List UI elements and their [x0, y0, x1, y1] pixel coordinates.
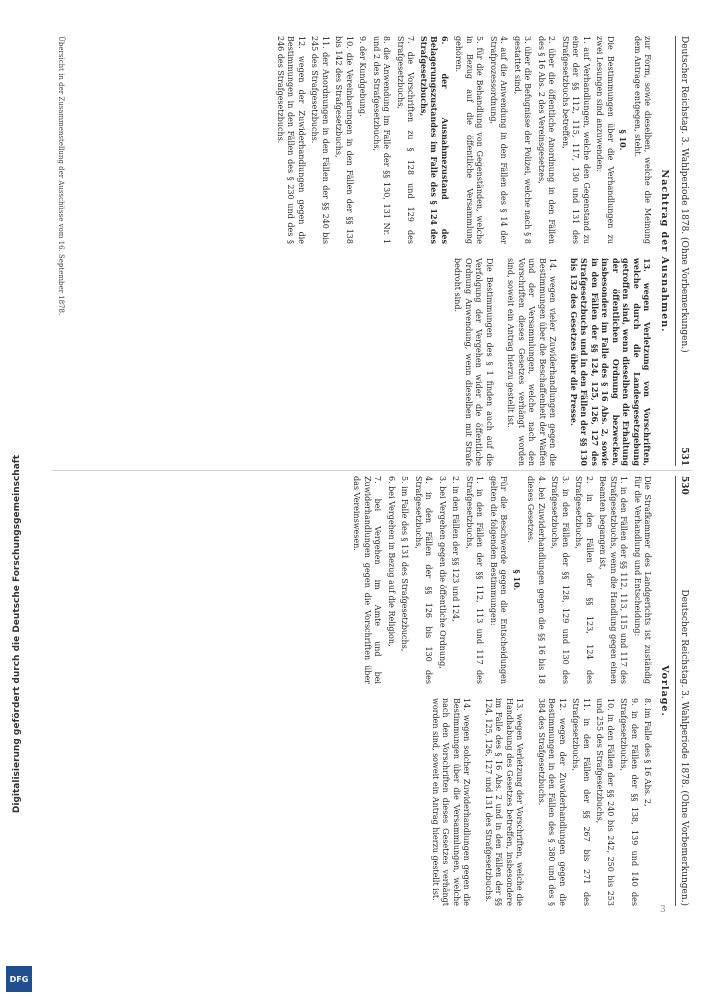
left-page-column-b — [348, 698, 653, 906]
paragraph: zur Form, sowie dieselben, welche die Meinung dem Antrage entgegen, steht. — [633, 36, 653, 244]
paragraph-heading: § 10. — [618, 129, 629, 151]
paragraph: 6. der Ausnahmezustand des Belagerungszustandes im Falle des § 124 des Strafgesetzbuchs, — [419, 36, 450, 244]
paragraph: 1. auf Verhandlungen, welche den Gegenstand zu einer der §§ 112, 115, 117, 130 und 131 des Strafgesetzbuchs betreffen, — [561, 36, 591, 244]
paragraph: 6. bei Vergehen in Bezug auf die Religion, — [387, 476, 396, 647]
paragraph: Die Strafkammer des Landgerichts ist zuständig für die Verhandlung und Entscheidung: — [633, 476, 653, 684]
paragraph: 1. in den Fällen der §§ 112, 113 und 117 des Strafgesetzbuchs, — [465, 476, 485, 684]
right-page-header — [675, 36, 692, 466]
paragraph: 11. in den Fällen der §§ 267 bis 271 des Strafgesetzbuchs, — [571, 698, 591, 906]
paragraph: Für die Beschwerde gegen die Entscheidungen gelten die folgenden Bestimmungen: — [489, 476, 509, 684]
paragraph-heading: § 10. — [512, 569, 522, 591]
paragraph: 12. wegen der Zuwiderhandlungen gegen die Bestimmungen in den Fällen des § 230 und des § 246 des Strafgesetzbuchs. — [276, 36, 306, 244]
paragraph: 3. über die Befugnisse der Polizei, welche nach § 8 gestattet sind, — [513, 36, 533, 244]
paragraph: 10. in den Fällen der §§ 240 bis 242, 250 bis 253 und 255 des Strafgesetzbuchs, — [595, 698, 615, 906]
paragraph: 2. in den Fällen der §§ 123 und 124, — [451, 476, 461, 622]
paragraph: Die Bestimmungen über die Verhandlungen zu zwei Lesungen sind anzuwenden: — [595, 36, 615, 244]
right-page-header-title: Deutscher Reichstag. 3. Wahlperiode 1878. (Ohne Vorbemerkungen.) — [679, 36, 690, 353]
digitization-stamp: Digitalisierung gefördert durch die Deutsche Forschungsgemeinschaft — [12, 455, 22, 814]
paragraph: 12. wegen der Zuwiderhandlungen gegen die Bestimmungen in den Fällen des § 380 und des § 384 des Strafgesetzbuchs. — [537, 698, 567, 906]
paragraph: 2. über die öffentliche Anordnung in den Fällen des § 16 Abs. 2 des Vereinsgesetzes, — [537, 36, 557, 244]
paragraph: 9. der Kundgebung. — [358, 36, 368, 117]
paragraph: 5. im Falle des § 131 des Strafgesetzbuchs, — [400, 476, 410, 652]
paragraph: 5. für die Behandlung von Gegenständen, welche in Bezug auf die öffentliche Versammlung gehören. — [454, 36, 485, 244]
paragraph: 8. im Falle des § 16 Abs. 2, — [643, 698, 653, 807]
paragraph: 4. auf die Anwendung in den Fällen des § 14 der Strafprozessordnung, — [489, 36, 509, 244]
left-page-number: 530 — [679, 476, 690, 495]
right-page-column-a — [272, 36, 653, 244]
right-page — [52, 36, 692, 466]
paragraph: 11. der Anordnungen in den Fällen der §§ 240 bis 245 des Strafgesetzbuchs. — [310, 36, 330, 244]
paragraph: 2. in den Fällen der §§ 123, 124 des Strafgesetzbuchs, — [574, 476, 594, 684]
left-page-column-a — [348, 476, 653, 684]
right-page-section-title: Nachtrag der Ausnahmen. — [659, 169, 670, 333]
paragraph: 13. wegen Verletzung von Vorschriften, welche durch die Landesgesetzgebung getroffen sind, wenn dieselben die Erhaltung der öffentlichen Ordnung bezwecken, insbesondere im Falle des § 16 Abs. 2, sowie in den Fällen der §§ 124, 125, 126, 127 des Strafgesetzbuchs und in den Fällen der §§ 130 bis 132 des Gesetzes über die Presse. — [569, 258, 653, 466]
dfg-logo-icon: DFG — [6, 966, 32, 992]
left-page-header — [675, 476, 692, 906]
paragraph: 13. wegen Verletzung der Vorschriften, welche die Handhabung des Gesetzes betreffen, insbesondere im Falle des § 16 Abs. 2 und in den Fällen der §§ 124, 125, 126, 127 und 131 des Strafgesetzbuchs. — [484, 698, 525, 906]
rotated-spread — [52, 36, 692, 906]
paragraph: 4. in den Fällen der §§ 126 bis 130 des Strafgesetzbuchs, — [414, 476, 434, 684]
paragraph: 10. die Vereinbarungen in den Fällen der §§ 138 bis 142 des Strafgesetzbuchs, — [334, 36, 354, 244]
left-page — [52, 476, 692, 906]
paragraph: 3. in den Fällen der §§ 128, 129 und 130 des Strafgesetzbuchs, — [550, 476, 570, 684]
paragraph: Die Bestimmungen des § 1 finden auch auf die Verfolgung der Vergehen wider die öffentliche Ordnung Anwendung, wenn dieselben mit Strafe bedroht sind. — [453, 258, 494, 466]
paragraph: 7. bei Vergehen im Amte und bei Zuwiderhandlungen gegen die Vorschriften über das Vereinswesen. — [352, 476, 383, 684]
pencil-mark: 3 — [660, 905, 666, 915]
paragraph: 8. die Anwendung im Falle der §§ 130, 131 Nr. 1 und 2 des Strafgesetzbuchs, — [372, 36, 392, 244]
paragraph: 14. wegen solcher Zuwiderhandlungen gegen die Bestimmungen über die Versammlungen, welche nach den Vorschriften dieses Gesetzes verhängt worden sind, soweit ein Antrag hierzu gestellt ist. — [431, 698, 472, 906]
scanned-document-page — [52, 36, 692, 906]
paragraph: 14. wegen vieler Zuwiderhandlungen gegen die Bestimmungen über die Beschaffenheit der Waffen und der Versammlungen, welche nach den Vorschriften dieses Gesetzes verhängt worden sind, soweit ein Antrag hierzu gestellt ist. — [506, 258, 558, 466]
paragraph: 3. bei Vergehen gegen die öffentliche Ordnung, — [438, 476, 447, 669]
right-page-footnote: Übersicht in der Zusammenstellung der Ausschüsse vom 16. September 1878. — [57, 36, 66, 316]
paragraph: 4. bei Zuwiderhandlungen gegen die §§ 16 bis 18 dieses Gesetzes. — [526, 476, 546, 684]
right-page-column-b — [272, 258, 653, 466]
right-page-number: 531 — [679, 447, 690, 466]
paragraph: 7. die Vorschriften zu § 128 und 129 des Strafgesetzbuchs, — [396, 36, 416, 244]
left-page-section-title: Vorlage. — [659, 665, 670, 717]
paragraph: 9. in den Fällen der §§ 138, 139 und 140 des Strafgesetzbuchs, — [619, 698, 639, 906]
left-page-header-title: Deutscher Reichstag. 3. Wahlperiode 1878. (Ohne Vorbemerkungen.) — [679, 589, 690, 906]
page-fold-divider — [52, 470, 692, 471]
paragraph: 1. in den Fällen der §§ 112, 113, 115 und 117 des Strafgesetzbuchs, wenn die Handlung gegen einen Beamten begangen ist, — [598, 476, 629, 684]
